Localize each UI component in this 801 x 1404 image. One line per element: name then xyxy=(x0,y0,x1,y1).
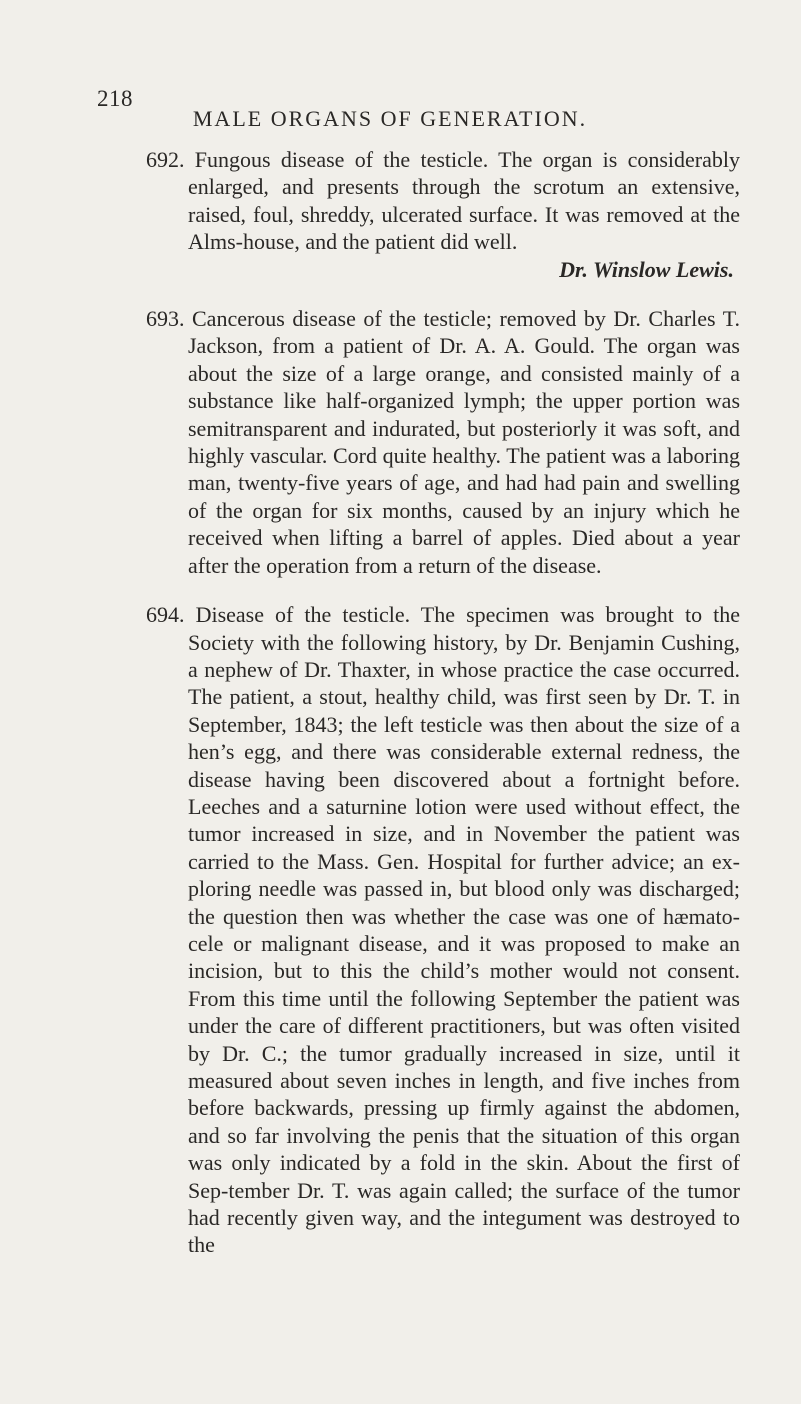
entry-list xyxy=(146,146,740,1281)
entry-signature: Dr. Winslow Lewis. xyxy=(559,256,734,282)
entry-text: Cancerous disease of the testicle; removed by Dr. Charles T. Jackson, from a patient of Dr. A. A. Gould. The organ was about the size of a large orange, and consisted mainly of a substance like half-organized lymph; the upper portion was semitransparent and indurated, but posteriorly it was soft, and highly vascular. Cord quite healthy. The patient was a laboring man, twenty-five years of age, and had had pain and swelling of the organ for six months, caused by an injury which he received when lifting a barrel of apples. Died about a year after the operation from a return of the disease. xyxy=(188,306,740,578)
entry-number: 694. xyxy=(146,602,185,628)
running-head: MALE ORGANS OF GENERATION. xyxy=(192,106,588,131)
entry-692 xyxy=(146,146,740,283)
entry-text: Fungous disease of the testicle. The organ is considerably enlarged, and presents through the scrotum an extensive, raised, foul, shreddy, ulcerated surface. It was removed at the Alms-house, and the patient did well. xyxy=(188,147,741,255)
entry-693 xyxy=(146,305,740,579)
entry-694 xyxy=(146,601,740,1259)
entry-number: 692. xyxy=(146,147,185,172)
entry-text: Disease of the testicle. The specimen was brought to the Society with the following history, by Dr. Benjamin Cushing, a nephew of Dr. Thaxter, in whose practice the case occurred. The patient, a stout, healthy child, was first seen by Dr. T. in September, 1843; the left testicle was then about the size of a hen’s egg, and there was considerable external redness, the disease having been discovered about a fortnight before. Leeches and a saturnine lotion were used without effect, the tumor increased in size, and in November the patient was carried to the Mass. Gen. Hospital for further advice; an ex-ploring needle was passed in, but blood only was discharged; the question then was whether the case was one of hæmato-cele or malignant disease, and it was proposed to make an incision, but to this the child’s mother would not consent. From this time until the following September the patient was under the care of different practitioners, but was often visited by Dr. C.; the tumor gradually increased in size, until it measured about seven inches in length, and five inches from before backwards, pressing up firmly against the abdomen, and so far involving the penis that the situation of this organ was only indicated by a fold in the skin. About the first of Sep-tember Dr. T. was again called; the surface of the tumor had recently given way, and the integument was destroyed to the xyxy=(188,602,741,1258)
page-number: 218 xyxy=(97,86,133,111)
entry-number: 693. xyxy=(146,306,185,332)
